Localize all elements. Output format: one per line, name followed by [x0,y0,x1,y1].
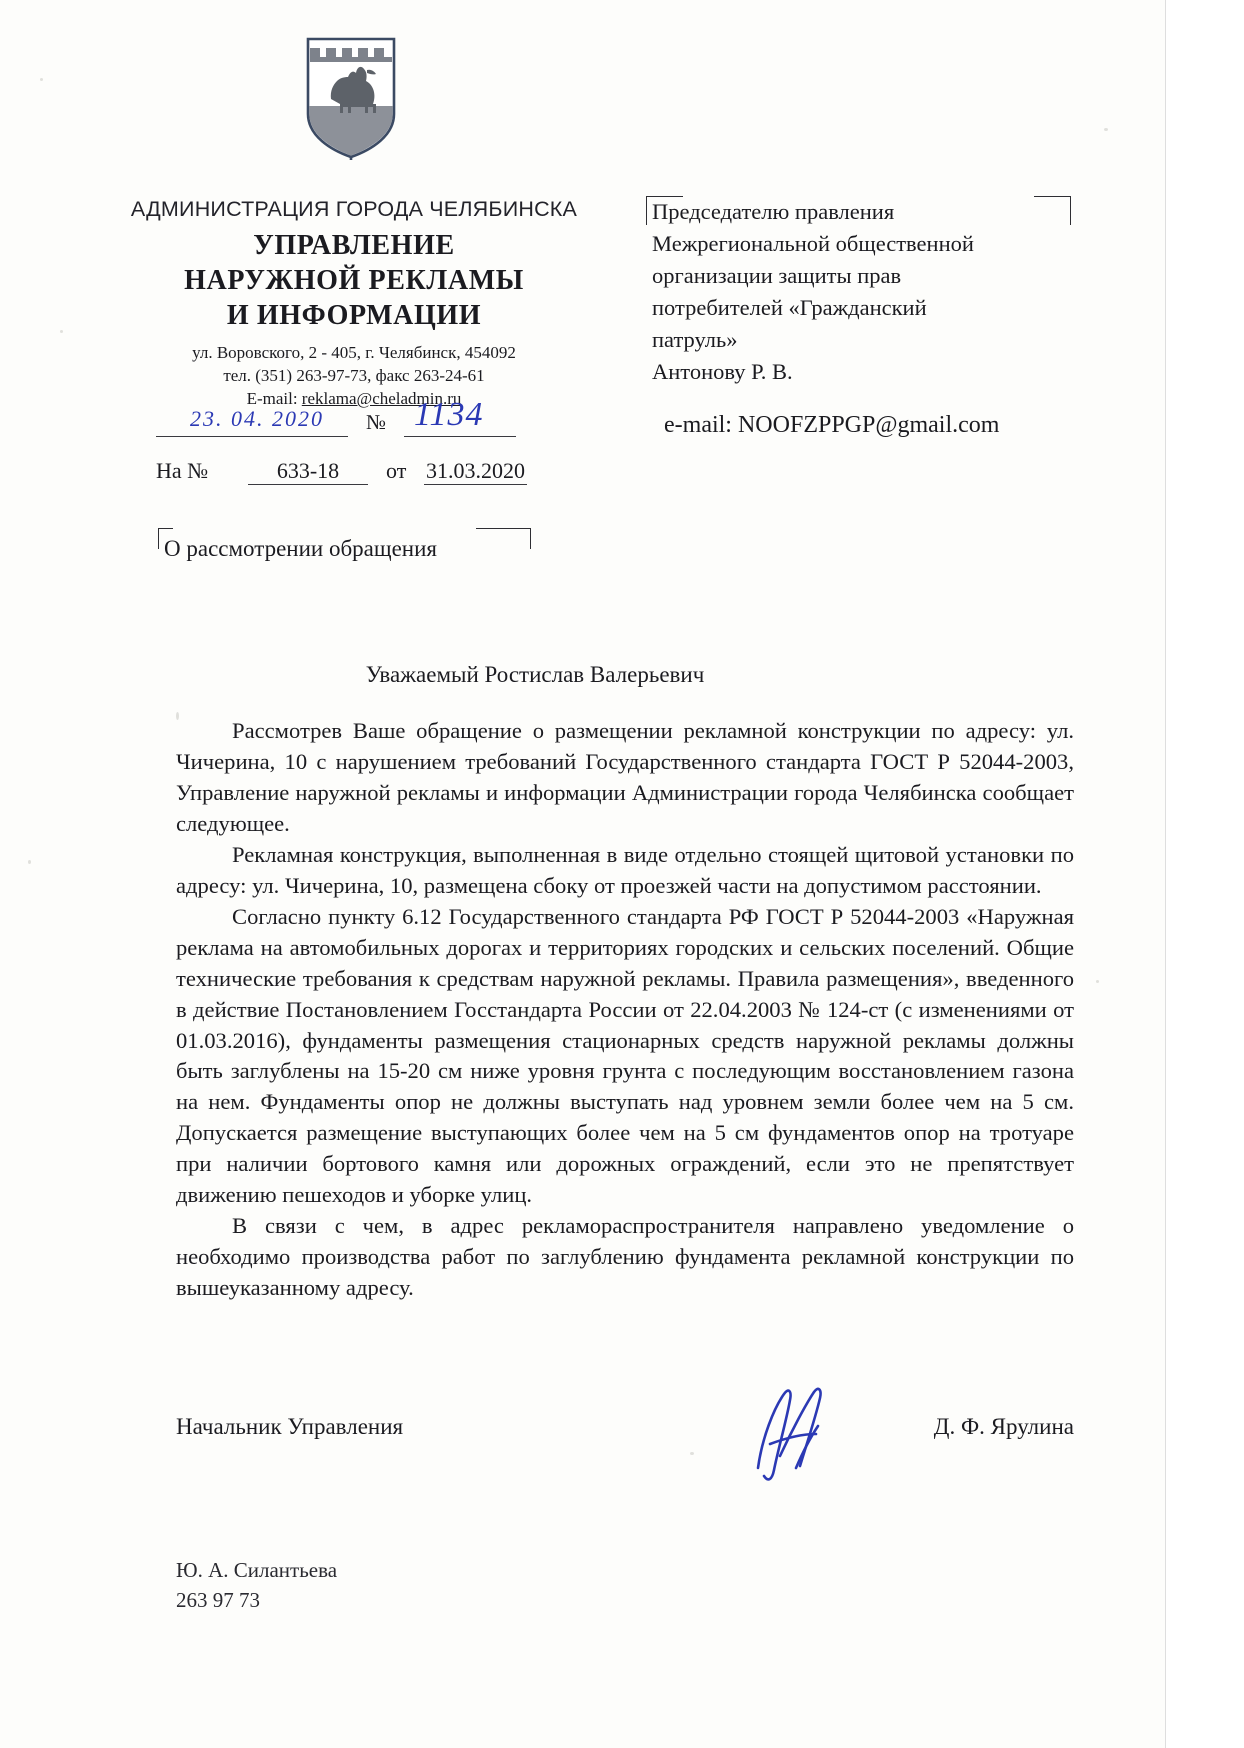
registration-number-handwritten: 1134 [414,396,484,433]
registration-date-handwritten: 23. 04. 2020 [190,406,324,431]
addressee-email: e-mail: NOOFZPPGP@gmail.com [664,412,1000,438]
reply-reference-line [148,458,578,492]
registration-date-rule [156,436,348,437]
body-paragraph: Рекламная конструкция, выполненная в виде отдельно стоящей щитовой установки по адресу: ул. Чичерина, 10, размещена сбоку от проезжей части на допустимом расстоянии. [176,841,1074,898]
executor-name: Ю. А. Силантьева [176,1558,338,1582]
addressee-block [652,196,1080,388]
signature-row [176,1414,1074,1454]
reply-to-date: 31.03.2020 [426,458,525,483]
body-paragraph: Согласно пункту 6.12 Государственного стандарта РФ ГОСТ Р 52044-2003 «Наружная реклама на автомобильных дорогах и территориях городских и сельских поселений. Общие технические требования к средствам наружной рекламы. Правила размещения», введенного в действие Постановлением Госстандарта России от 22.04.2003 № 124-ст (с изменениями от 01.03.2016), фундаменты размещения стационарных средств наружной рекламы должны быть заглублены на 15-20 см ниже уровня грунта с последующим восстановлением газона на нем. Фундаменты опор не должны выступать над уровнем земли более чем на 5 см. Допускается размещение выступающих более чем на 5 см фундаментов опор на тротуаре при наличии бортового камня или дорожных ограждений, если это не препятствует движению пешеходов и уборке улиц. [176,903,1074,1208]
letterhead-title [128,229,580,333]
letterhead-title-line-1: УПРАВЛЕНИЕ [253,230,455,262]
scan-speck [1104,128,1108,131]
letterhead-title-line-3: И ИНФОРМАЦИИ [226,299,482,331]
letterhead-phone: тел. (351) 263-97-73, факс 263-24-61 [223,366,485,386]
scan-speck [1096,980,1099,983]
letterhead-email: reklama@cheladmin.ru [301,389,462,409]
executor-block [176,1556,337,1616]
subject-block [158,528,538,572]
letterhead [128,196,580,411]
addressee-line: Председателю правления [652,199,895,224]
salutation: Уважаемый Ростислав Валерьевич [365,662,705,687]
addressee-line: потребителей «Гражданский [652,294,927,320]
letterhead-email-label: E-mail: [246,389,298,409]
body-paragraph: В связи с чем, в адрес рекламораспространителя направлено уведомление о необходимо производства работ по заглублению фундамента рекламной конструкции по вышеуказанному адресу. [176,1213,1074,1301]
letterhead-address: ул. Воровского, 2 - 405, г. Челябинск, 454092 [192,343,516,363]
body-paragraph: Рассмотрев Ваше обращение о размещении рекламной конструкции по адресу: ул. Чичерина, 10 с нарушением требований Государственного стандарта ГОСТ Р 52044-2003, Управление наружной рекламы и информации Администрации города Челябинска сообщает следующее. [176,718,1074,836]
letterhead-title-line-2: НАРУЖНОЙ РЕКЛАМЫ [184,264,524,296]
signer-name: Д. Ф. Ярулина [933,1414,1074,1439]
letterhead-administration: АДМИНИСТРАЦИЯ ГОРОДА ЧЕЛЯБИНСКА [130,197,578,221]
addressee-line: Межрегиональной общественной [652,230,974,256]
signer-position: Начальник Управления [176,1414,404,1439]
addressee-line: организации защиты прав [652,262,902,288]
scan-edge-strip [1165,0,1244,1748]
letterhead-contacts [128,342,580,411]
subject-bracket-right [476,528,531,549]
subject-text: О рассмотрении обращения [164,536,437,561]
addressee-line: Антонову Р. В. [652,358,793,384]
scan-speck [60,330,63,333]
scan-speck [40,78,43,81]
letter-body [176,716,1074,1304]
scan-speck [28,860,31,864]
reply-to-number: 633-18 [248,458,368,485]
registration-number-label: № [366,410,387,434]
reply-to-date-label: от [386,458,407,483]
registration-number-rule [404,436,516,437]
coat-of-arms-icon [305,36,397,160]
executor-phone: 263 97 73 [176,1587,260,1612]
reply-to-label: На № [156,458,209,483]
addressee-line: патруль» [652,326,738,352]
